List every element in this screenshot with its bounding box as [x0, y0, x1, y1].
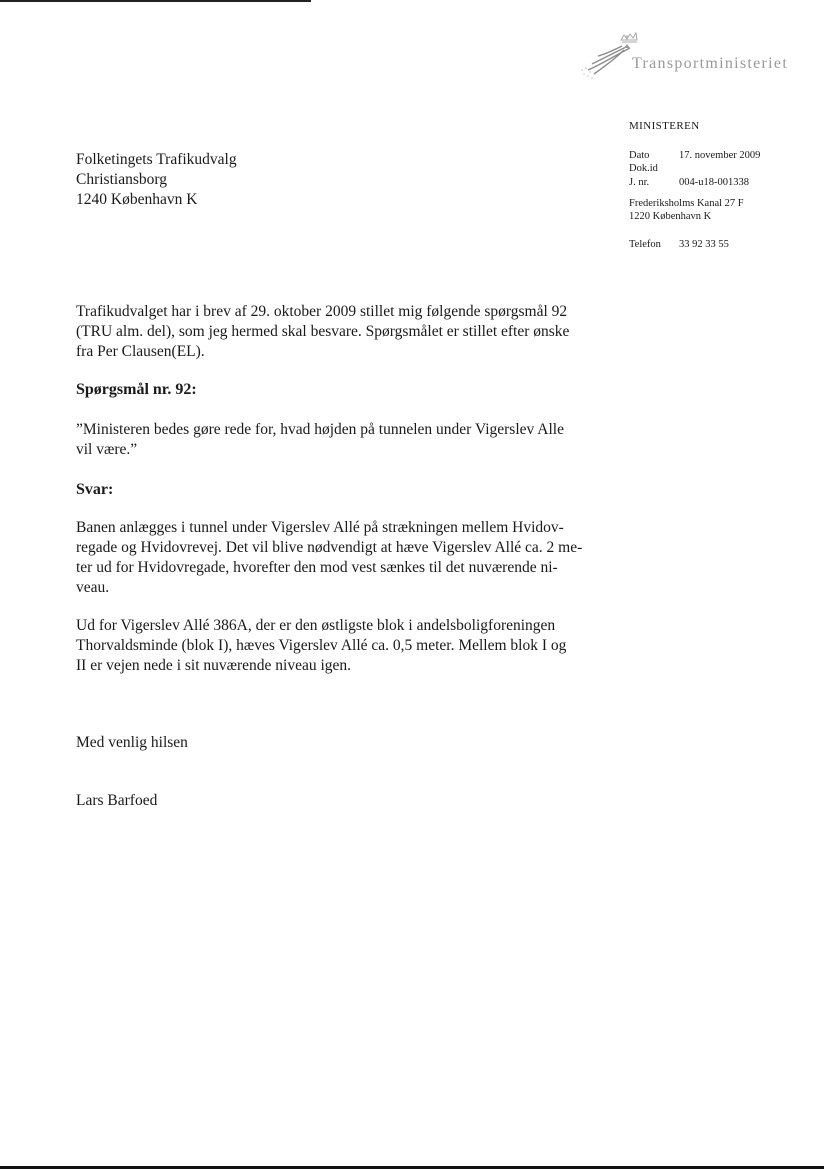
text-line: Banen anlægges i tunnel under Vigerslev Allé på strækningen mellem Hvidov-: [76, 519, 564, 536]
text-line: Trafikudvalget har i brev af 29. oktober 2009 stillet mig følgende spørgsmål 92: [76, 303, 568, 320]
jnr-label: J. nr.: [629, 177, 650, 188]
text-line: vil være.”: [76, 441, 138, 458]
ministry-logo: [578, 28, 798, 88]
recipient-address: [76, 150, 237, 210]
text-line: Ud for Vigerslev Allé 386A, der er den østligste blok i andelsboligforeningen: [76, 617, 556, 634]
logo-text: Transportministeriet: [632, 55, 789, 72]
text-line: II er vejen nede i sit nuværende niveau igen.: [76, 657, 352, 674]
top-rule: [0, 0, 311, 2]
dokid-label: Dok.id: [629, 163, 658, 174]
text-line: regade og Hvidovrevej. Det vil blive nødvendigt at hæve Vigerslev Allé ca. 2 me-: [76, 539, 583, 556]
answer-paragraph-1: [76, 518, 596, 598]
ministry-crown-logo-icon: [578, 28, 638, 88]
intro-paragraph: [76, 302, 596, 362]
question-heading: Spørgsmål nr. 92:: [76, 381, 197, 398]
dato-value: 17. november 2009: [679, 150, 761, 161]
dato-label: Dato: [629, 150, 650, 161]
signature-name: Lars Barfoed: [76, 792, 158, 809]
text-line: Thorvaldsminde (blok I), hæves Vigerslev Allé ca. 0,5 meter. Mellem blok I og: [76, 637, 567, 654]
meta-telefon: [629, 239, 729, 251]
telefon-label: Telefon: [629, 239, 661, 250]
text-line: veau.: [76, 579, 110, 596]
text-line: (TRU alm. del), som jeg hermed skal besvare. Spørgsmålet er stillet efter ønske: [76, 323, 570, 340]
meta-jnr: [629, 177, 749, 189]
answer-paragraph-2: [76, 616, 596, 676]
sender-address-line1: Frederiksholms Kanal 27 F: [629, 198, 744, 209]
recipient-line: 1240 København K: [76, 191, 198, 208]
question-text: [76, 420, 596, 460]
sender-title: MINISTEREN: [629, 120, 700, 132]
answer-heading: Svar:: [76, 481, 114, 498]
jnr-value: 004-u18-001338: [679, 177, 749, 188]
text-line: ter ud for Hvidovregade, hvorefter den mod vest sænkes til det nuværende ni-: [76, 559, 558, 576]
sender-address-line2: 1220 København K: [629, 211, 712, 222]
meta-dato: [629, 150, 760, 162]
closing-greeting: Med venlig hilsen: [76, 734, 188, 751]
meta-dokid: [629, 163, 679, 175]
recipient-line: Christiansborg: [76, 171, 167, 188]
text-line: fra Per Clausen(EL).: [76, 343, 205, 360]
recipient-line: Folketingets Trafikudvalg: [76, 151, 237, 168]
telefon-value: 33 92 33 55: [679, 239, 729, 250]
text-line: ”Ministeren bedes gøre rede for, hvad højden på tunnelen under Vigerslev Alle: [76, 421, 564, 438]
